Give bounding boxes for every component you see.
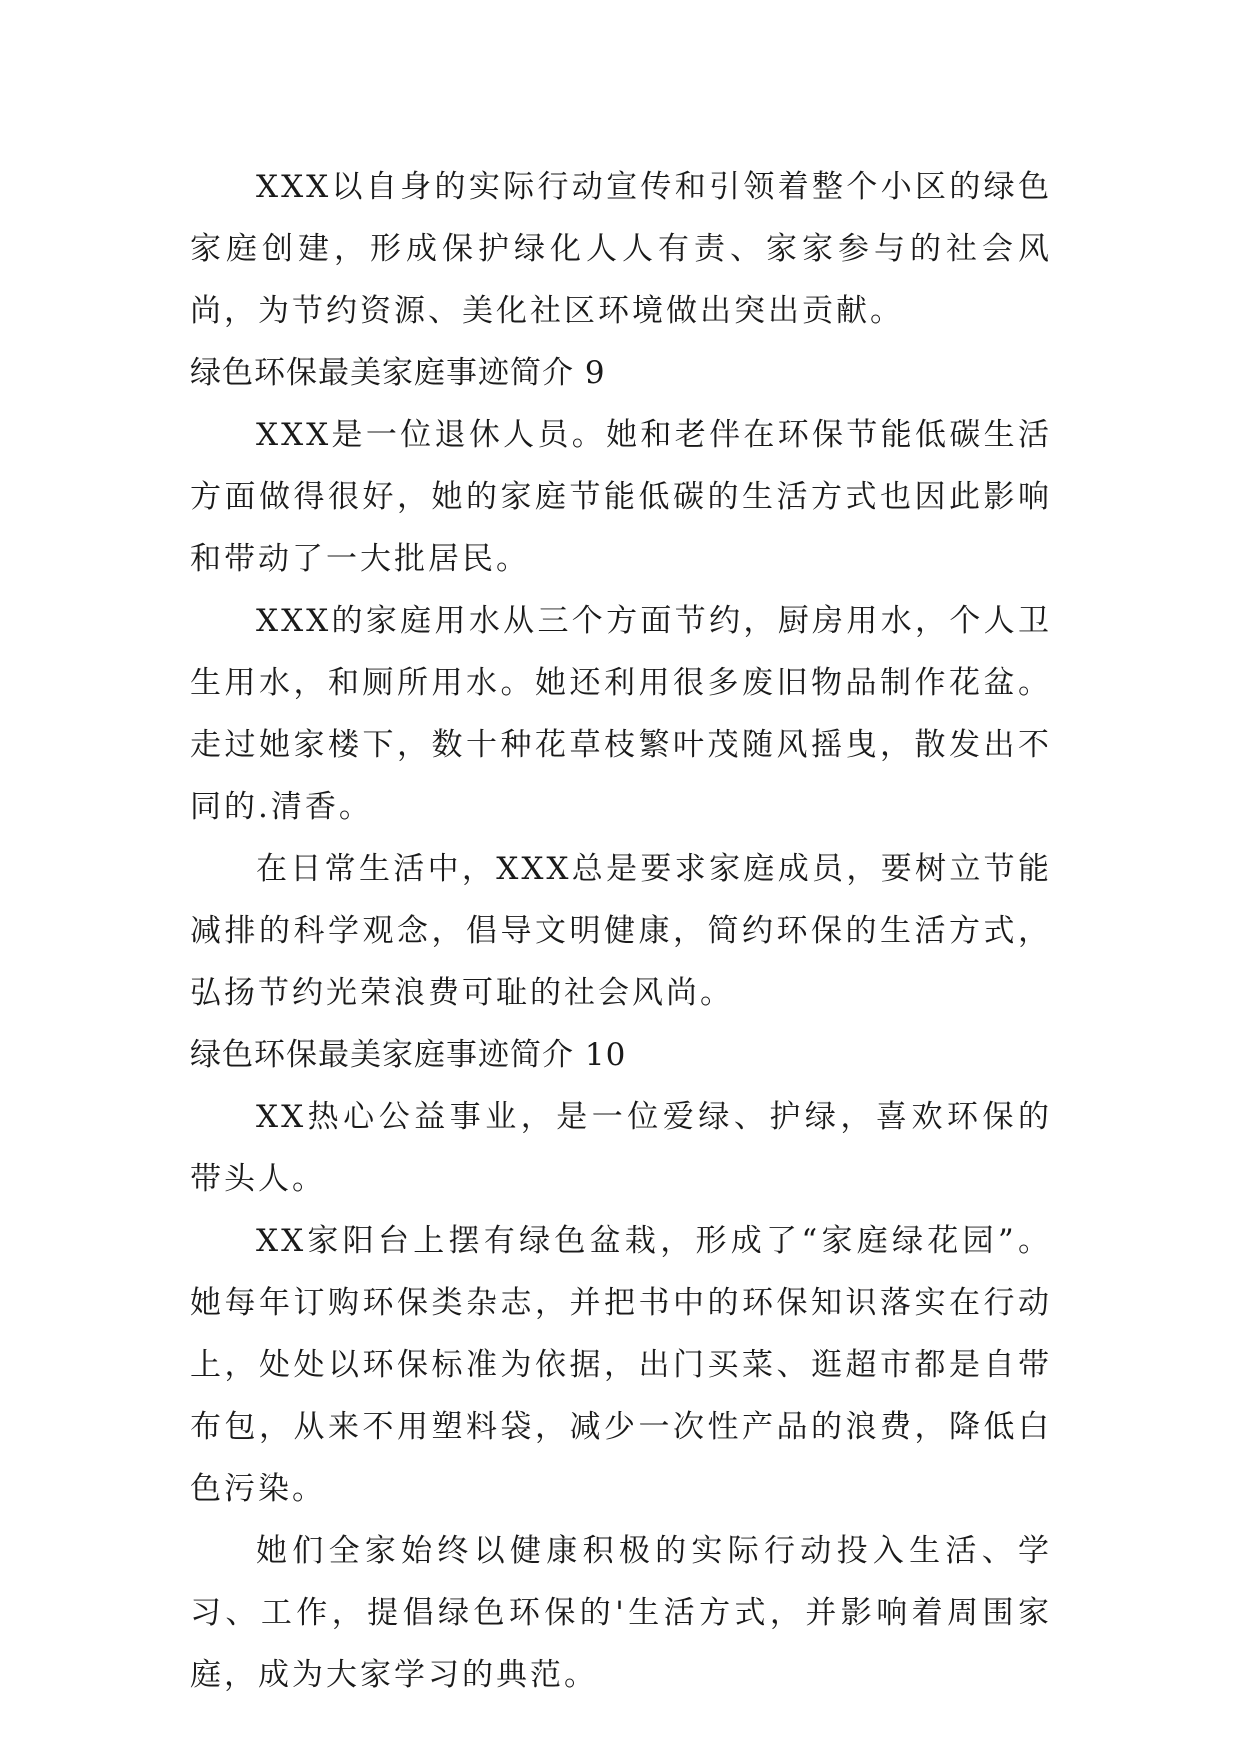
paragraph: 在日常生活中，XXX总是要求家庭成员，要树立节能减排的科学观念，倡导文明健康，简约环保的生活方式，弘扬节约光荣浪费可耻的社会风尚。 xyxy=(190,851,1052,1011)
paragraph: XXX是一位退休人员。她和老伴在环保节能低碳生活方面做得很好，她的家庭节能低碳的生活方式也因此影响和带动了一大批居民。 xyxy=(190,417,1052,577)
section-heading: 绿色环保最美家庭事迹简介 9 xyxy=(190,355,606,391)
section-heading: 绿色环保最美家庭事迹简介 10 xyxy=(190,1037,627,1073)
document-body xyxy=(190,156,1052,1706)
paragraph: XXX以自身的实际行动宣传和引领着整个小区的绿色家庭创建，形成保护绿化人人有责、家家参与的社会风尚，为节约资源、美化社区环境做出突出贡献。 xyxy=(190,169,1052,329)
paragraph: 她们全家始终以健康积极的实际行动投入生活、学习、工作，提倡绿色环保的'生活方式，并影响着周围家庭，成为大家学习的典范。 xyxy=(190,1533,1052,1693)
paragraph: XX热心公益事业，是一位爱绿、护绿，喜欢环保的带头人。 xyxy=(190,1099,1052,1197)
paragraph: XX家阳台上摆有绿色盆栽，形成了“家庭绿花园”。她每年订购环保类杂志，并把书中的环保知识落实在行动上，处处以环保标准为依据，出门买菜、逛超市都是自带布包，从来不用塑料袋，减少一次性产品的浪费，降低白色污染。 xyxy=(190,1223,1052,1507)
paragraph: XXX的家庭用水从三个方面节约，厨房用水，个人卫生用水，和厕所用水。她还利用很多废旧物品制作花盆。走过她家楼下，数十种花草枝繁叶茂随风摇曳，散发出不同的.清香。 xyxy=(190,603,1052,825)
